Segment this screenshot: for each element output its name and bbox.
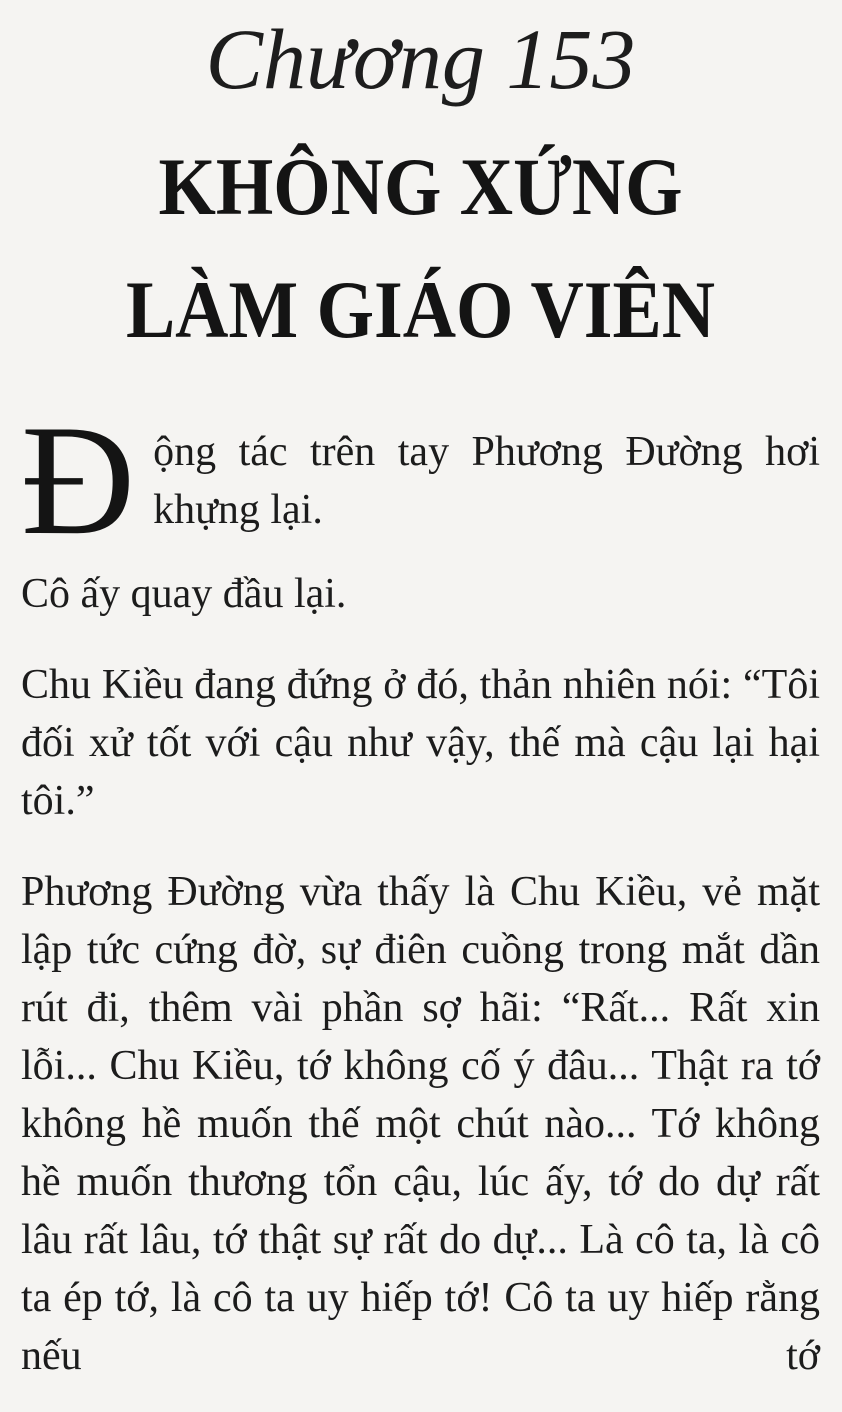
paragraph: Cô ấy quay đầu lại. (21, 571, 347, 618)
chapter-number: Chương 153 (205, 11, 636, 107)
paragraph (21, 393, 820, 569)
paragraph-text: ộng tác trên tay Phương Đường hơi khựng lại. (153, 429, 820, 534)
chapter-title (61, 125, 780, 371)
chapter-header (21, 8, 820, 371)
drop-cap: Đ (21, 393, 136, 569)
paragraph: Phương Đường vừa thấy là Chu Kiều, vẻ mặt lập tức cứng đờ, sự điên cuồng trong mắt dần rút đi, thêm vài phần sợ hãi: “Rất... Rất xin lỗi... Chu Kiều, tớ không cố ý đâu... Thật ra tớ không hề muốn thế một chút nào... Tớ không hề muốn thương tổn cậu, lúc ấy, tớ do dự rất lâu rất lâu, tớ thật sự rất do dự... Là cô ta, là cô ta ép tớ, là cô ta uy hiếp tớ! Cô ta uy hiếp rằng nếu tớ (21, 869, 820, 1380)
paragraph: Chu Kiều đang đứng ở đó, thản nhiên nói: “Tôi đối xử tốt với cậu như vậy, thế mà cậu lại hại tôi.” (21, 662, 820, 825)
chapter-title-line-1: KHÔNG XỨNG (158, 141, 683, 233)
chapter-title-line-2: LÀM GIÁO VIÊN (125, 264, 716, 356)
chapter-body (21, 393, 820, 1385)
